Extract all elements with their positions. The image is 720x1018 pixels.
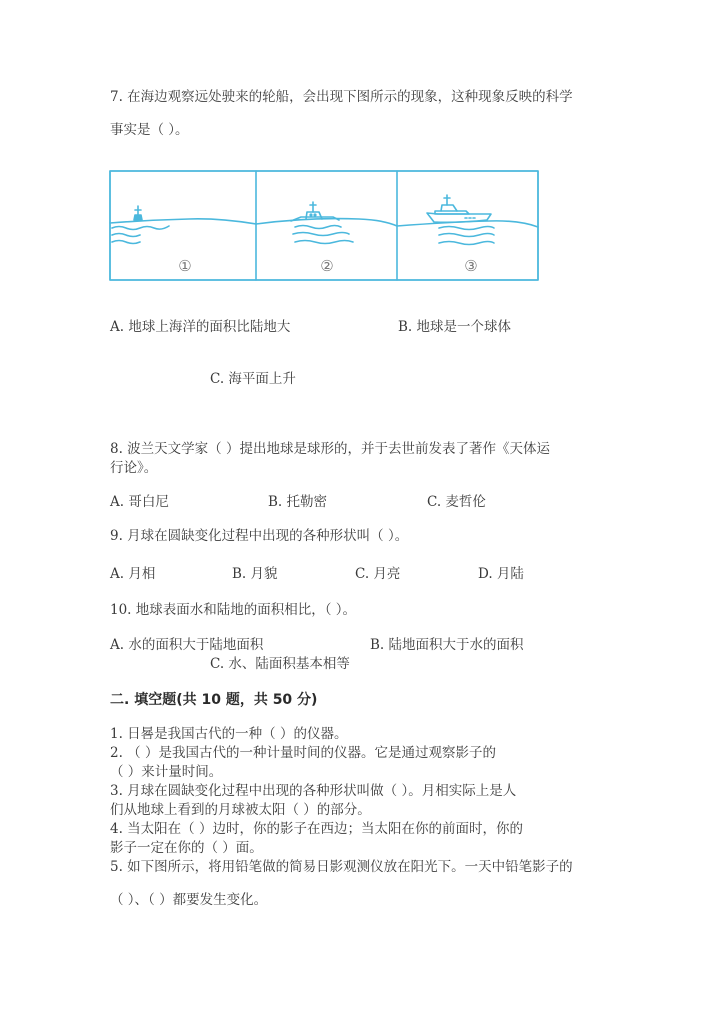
fill-item-4-line2: 影子一定在你的（ ）面。 (110, 840, 263, 856)
q9-option-d[interactable]: D. 月陆 (478, 566, 524, 582)
q7-option-c[interactable]: C. 海平面上升 (210, 371, 296, 387)
fill-item-2-line1: 2. （ ）是我国古代的一种计量时间的仪器。它是通过观察影子的 (110, 745, 496, 761)
fill-item-3-line1: 3. 月球在圆缺变化过程中出现的各种形状叫做（ ）。月相实际上是人 (110, 783, 517, 799)
q7-stem-line2: 事实是（ ）。 (110, 122, 189, 138)
fill-item-5-line2: （ ）、（ ）都要发生变化。 (110, 892, 268, 908)
q7-option-a[interactable]: A. 地球上海洋的面积比陆地大 (110, 319, 291, 335)
q10-option-c[interactable]: C. 水、陆面积基本相等 (210, 656, 350, 672)
ship-mast-icon (134, 206, 142, 220)
panel-label-1: ① (178, 257, 192, 275)
q7-option-b[interactable]: B. 地球是一个球体 (398, 319, 512, 335)
ship-full-icon (427, 195, 491, 222)
q8-option-b[interactable]: B. 托勒密 (268, 494, 328, 510)
q9-option-b[interactable]: B. 月貌 (232, 566, 278, 582)
section-2-title: 二. 填空题(共 10 题，共 50 分) (110, 692, 318, 708)
q9-option-c[interactable]: C. 月亮 (355, 566, 401, 582)
q8-option-a[interactable]: A. 哥白尼 (110, 494, 169, 510)
fill-item-3-line2: 们从地球上看到的月球被太阳（ ）的部分。 (110, 802, 371, 818)
q9-stem: 9. 月球在圆缺变化过程中出现的各种形状叫（ ）。 (110, 528, 409, 544)
q10-option-b[interactable]: B. 陆地面积大于水的面积 (370, 637, 524, 653)
fill-item-1: 1. 日晷是我国古代的一种（ ）的仪器。 (110, 726, 348, 742)
fill-item-4-line1: 4. 当太阳在（ ）边时，你的影子在西边；当太阳在你的前面时，你的 (110, 821, 523, 837)
q8-stem-line1: 8. 波兰天文学家（ ）提出地球是球形的，并于去世前发表了著作《天体运 (110, 441, 550, 457)
fill-item-5-line1: 5. 如下图所示，将用铅笔做的简易日影观测仪放在阳光下。一天中铅笔影子的 (110, 859, 573, 875)
q10-option-a[interactable]: A. 水的面积大于陆地面积 (110, 637, 264, 653)
q8-option-c[interactable]: C. 麦哲伦 (427, 494, 486, 510)
q7-ship-figure (109, 170, 539, 281)
q8-stem-line2: 行论》。 (110, 460, 158, 476)
panel-label-3: ③ (464, 257, 478, 275)
panel-label-2: ② (320, 257, 334, 275)
fill-item-2-line2: （ ）来计量时间。 (110, 764, 223, 780)
q7-stem-line1: 7. 在海边观察远处驶来的轮船，会出现下图所示的现象，这种现象反映的科学 (110, 89, 573, 105)
q9-option-a[interactable]: A. 月相 (110, 566, 156, 582)
q10-stem: 10. 地球表面水和陆地的面积相比，（ ）。 (110, 602, 357, 618)
